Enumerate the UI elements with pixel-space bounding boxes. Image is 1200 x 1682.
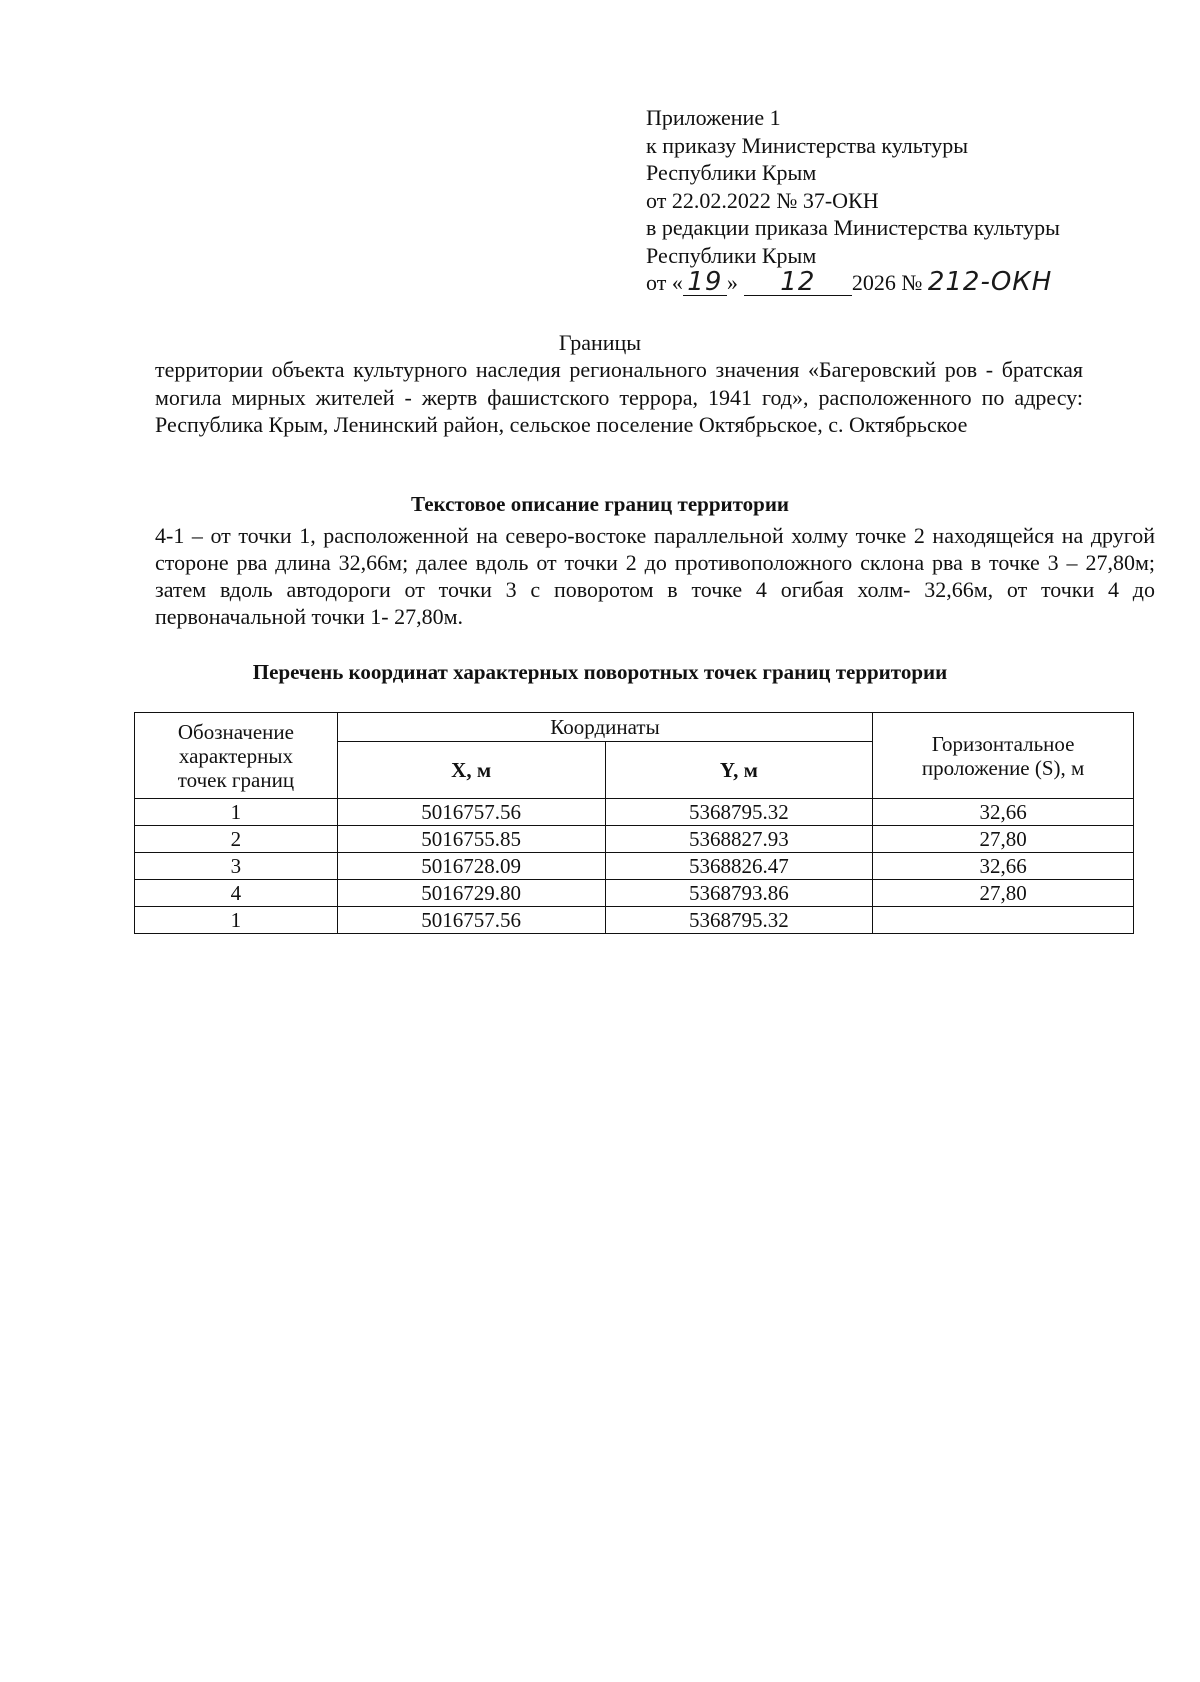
table-row xyxy=(135,826,1134,853)
cell-x: 5016757.56 xyxy=(337,907,605,934)
table-row xyxy=(135,880,1134,907)
cell-x: 5016755.85 xyxy=(337,826,605,853)
table-row xyxy=(135,853,1134,880)
header-point: Обозначение характерных точек границ xyxy=(135,713,338,799)
cell-point: 4 xyxy=(135,880,338,907)
coordinates-table xyxy=(134,712,1134,934)
cell-x: 5016728.09 xyxy=(337,853,605,880)
date-year: 2026 № xyxy=(851,270,923,295)
appendix-header xyxy=(646,104,1166,297)
date-prefix: от « xyxy=(646,270,683,295)
cell-x: 5016729.80 xyxy=(337,880,605,907)
subject-paragraph: территории объекта культурного наследия регионального значения «Багеровский ров - братская могила мирных жителей - жертв фашистского террора, 1941 год», расположенного по адресу: Республика Крым, Ленинский район, сельское поселение Октябрьское, с. Октябрьское xyxy=(155,357,1083,437)
appendix-line-3: Республики Крым xyxy=(646,160,817,185)
cell-y: 5368827.93 xyxy=(605,826,873,853)
handwritten-day: 19 xyxy=(687,267,723,297)
header-y: Y, м xyxy=(605,742,873,799)
handwritten-order-number: 212-ОКН xyxy=(927,267,1053,297)
cell-point: 1 xyxy=(135,907,338,934)
description-title: Текстовое описание границ территории xyxy=(410,492,790,516)
cell-distance xyxy=(873,907,1134,934)
cell-point: 1 xyxy=(135,799,338,826)
appendix-line-4: от 22.02.2022 № 37-ОКН xyxy=(646,187,879,213)
appendix-line-1: Приложение 1 xyxy=(646,105,781,130)
cell-distance: 27,80 xyxy=(873,826,1134,853)
page-title: Границы xyxy=(558,330,642,355)
cell-distance: 32,66 xyxy=(873,853,1134,880)
appendix-line-2: к приказу Министерства культуры xyxy=(646,132,969,158)
handwritten-month: 12 xyxy=(780,267,816,297)
appendix-line-5: в редакции приказа Министерства культуры xyxy=(646,215,1060,240)
table-title: Перечень координат характерных поворотных точек границ территории xyxy=(252,660,948,684)
cell-y: 5368826.47 xyxy=(605,853,873,880)
date-mid: » xyxy=(726,270,738,295)
table-row xyxy=(135,907,1134,934)
cell-point: 2 xyxy=(135,826,338,853)
appendix-date-line xyxy=(646,269,1166,297)
cell-y: 5368795.32 xyxy=(605,799,873,826)
cell-point: 3 xyxy=(135,853,338,880)
appendix-line-6: Республики Крым xyxy=(646,242,817,268)
cell-y: 5368795.32 xyxy=(605,907,873,934)
header-x: X, м xyxy=(337,742,605,799)
header-coordinates: Координаты xyxy=(337,713,872,742)
cell-x: 5016757.56 xyxy=(337,799,605,826)
cell-distance: 32,66 xyxy=(873,799,1134,826)
table-row xyxy=(135,799,1134,826)
description-paragraph: 4-1 – от точки 1, расположенной на северо-востоке параллельной холму точке 2 находящейся на другой стороне рва длина 32,66м; далее вдоль от точки 2 до противоположного склона рва в точке 3 – 27,80м; затем вдоль автодороги от точки 3 с поворотом в точке 4 огибая холм- 32,66м, от точки 4 до первоначальной точки 1- 27,80м. xyxy=(155,523,1155,629)
cell-y: 5368793.86 xyxy=(605,880,873,907)
cell-distance: 27,80 xyxy=(873,880,1134,907)
header-distance: Горизонтальное проложение (S), м xyxy=(873,713,1134,799)
